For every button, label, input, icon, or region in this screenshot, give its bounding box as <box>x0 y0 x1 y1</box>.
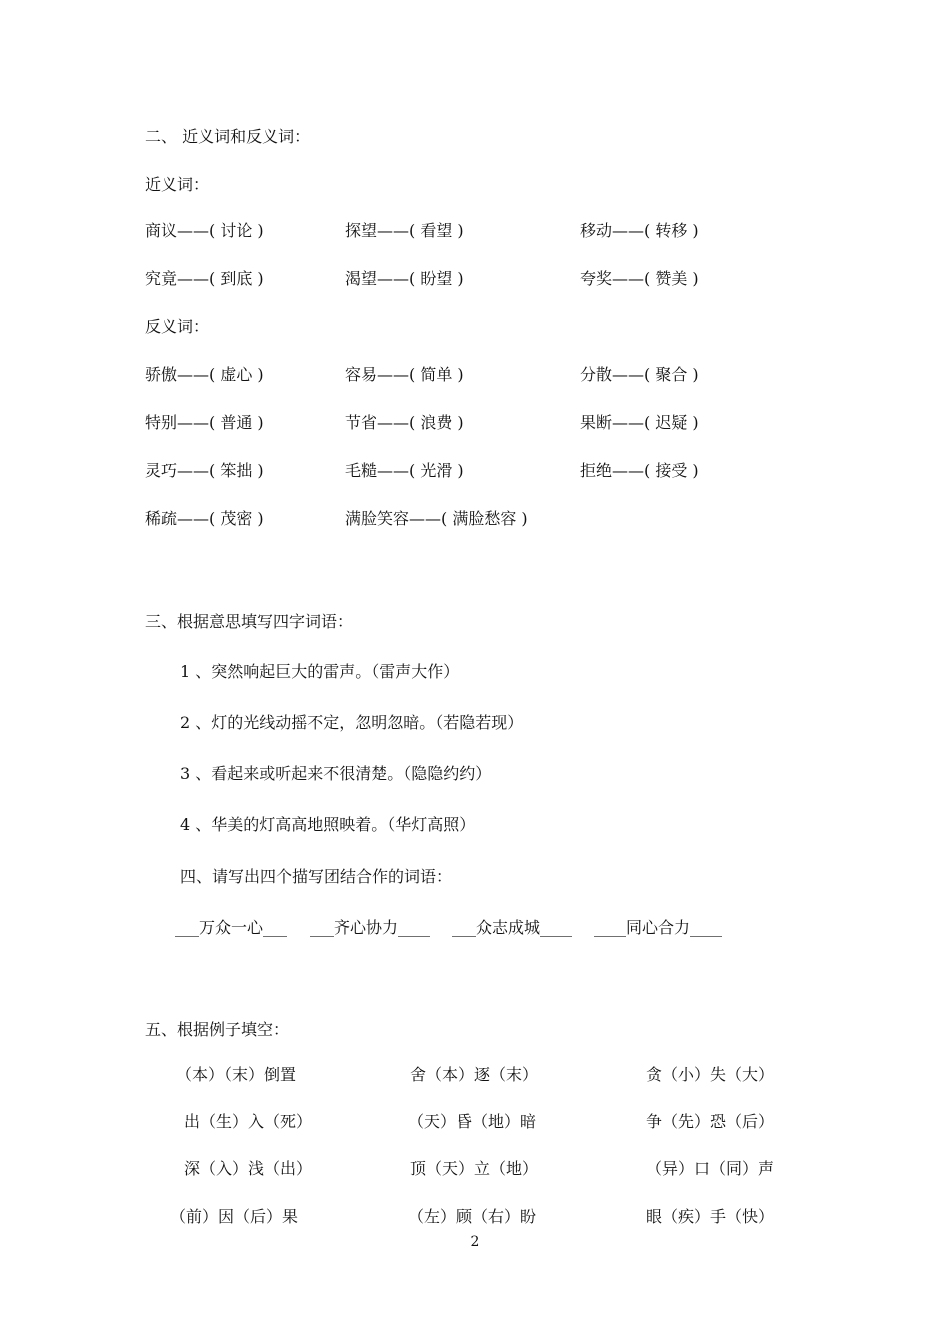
synonym-pair: 夸奖——( 赞美 ) <box>580 269 699 288</box>
idiom-answer: （异）口（同）声 <box>646 1159 775 1178</box>
synonym-pair: 移动——( 转移 ) <box>580 221 699 240</box>
synonyms-label: 近义词： <box>145 175 210 194</box>
section-5-title: 五、根据例子填空： <box>145 1020 290 1039</box>
teamwork-answer: ___众志成城____ <box>452 918 573 937</box>
fill-idiom-item: 3 、看起来或听起来不很清楚。（隐隐约约） <box>180 764 492 783</box>
antonyms-label: 反义词： <box>145 317 210 336</box>
fill-idiom-item: 2 、灯的光线动摇不定，忽明忽暗。（若隐若现） <box>180 713 524 732</box>
idiom-answer: 眼（疾）手（快） <box>646 1207 775 1226</box>
antonym-pair: 分散——( 聚合 ) <box>580 365 699 384</box>
section-3-title: 三、根据意思填写四字词语： <box>145 612 354 631</box>
page-number: 2 <box>470 1234 480 1250</box>
antonym-pair: 容易——( 简单 ) <box>345 365 464 384</box>
idiom-answer: 出（生）入（死） <box>184 1112 313 1131</box>
idiom-answer: （本）（末）倒置 <box>176 1065 297 1084</box>
antonym-pair: 满脸笑容——( 满脸愁容 ) <box>345 509 528 528</box>
synonym-pair: 商议——( 讨论 ) <box>145 221 264 240</box>
antonym-pair: 稀疏——( 茂密 ) <box>145 509 264 528</box>
antonym-pair: 骄傲——( 虚心 ) <box>145 365 264 384</box>
idiom-answer: （天）昏（地）暗 <box>408 1112 537 1131</box>
teamwork-answer: ____同心合力____ <box>594 918 723 937</box>
synonym-pair: 渴望——( 盼望 ) <box>345 269 464 288</box>
idiom-answer: （左）顾（右）盼 <box>408 1207 537 1226</box>
synonym-pair: 究竟——( 到底 ) <box>145 269 264 288</box>
fill-idiom-item: 1 、突然响起巨大的雷声。（雷声大作） <box>180 662 460 681</box>
idiom-answer: （前）因（后）果 <box>170 1207 299 1226</box>
teamwork-answer: ___万众一心___ <box>175 918 288 937</box>
fill-idiom-item: 4 、华美的灯高高地照映着。（华灯高照） <box>180 815 476 834</box>
idiom-answer: 顶（天）立（地） <box>410 1159 539 1178</box>
antonym-pair: 拒绝——( 接受 ) <box>580 461 699 480</box>
antonym-pair: 果断——( 迟疑 ) <box>580 413 699 432</box>
idiom-answer: 舍（本）逐（末） <box>410 1065 539 1084</box>
idiom-answer: 争（先）恐（后） <box>646 1112 775 1131</box>
antonym-pair: 灵巧——( 笨拙 ) <box>145 461 264 480</box>
idiom-answer: 贪（小）失（大） <box>646 1065 775 1084</box>
idiom-answer: 深（入）浅（出） <box>184 1159 313 1178</box>
antonym-pair: 节省——( 浪费 ) <box>345 413 464 432</box>
synonym-pair: 探望——( 看望 ) <box>345 221 464 240</box>
section-4-title: 四、请写出四个描写团结合作的词语： <box>180 867 453 886</box>
antonym-pair: 毛糙——( 光滑 ) <box>345 461 464 480</box>
antonym-pair: 特别——( 普通 ) <box>145 413 264 432</box>
teamwork-answer: ___齐心协力____ <box>310 918 431 937</box>
section-2-title: 二、 近义词和反义词： <box>145 127 311 146</box>
